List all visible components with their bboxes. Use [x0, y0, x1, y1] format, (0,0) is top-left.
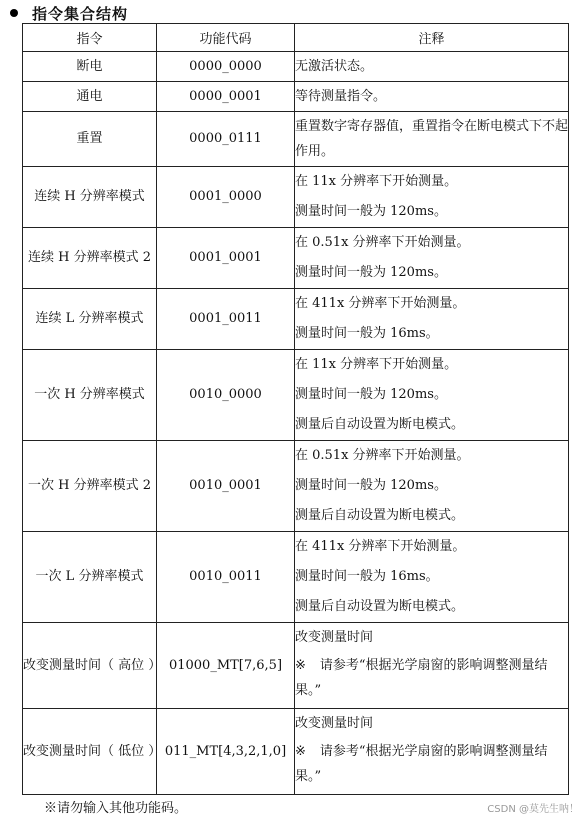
note-line: 测量时间一般为 16ms。 — [295, 326, 439, 341]
function-code: 0001_0000 — [157, 167, 295, 228]
note-title: 改变测量时间 — [295, 630, 374, 645]
instruction-name: 断电 — [23, 52, 157, 82]
function-code: 0000_0111 — [157, 112, 295, 167]
function-code: 0010_0011 — [157, 532, 295, 623]
table-row — [23, 532, 569, 623]
note-line: 在 411x 分辨率下开始测量。 — [295, 296, 466, 311]
table-header-row — [23, 24, 569, 52]
table-row — [23, 167, 569, 228]
note-line: 测量后自动设置为断电模式。 — [295, 599, 465, 614]
note-line: 测量时间一般为 16ms。 — [295, 569, 439, 584]
header-note: 注释 — [295, 24, 569, 52]
note-cell — [295, 112, 569, 167]
table-row — [23, 441, 569, 532]
note-line: 在 0.51x 分辨率下开始测量。 — [295, 235, 470, 250]
table-row — [23, 623, 569, 709]
table-row — [23, 289, 569, 350]
note-cell — [295, 52, 569, 82]
function-code: 0000_0000 — [157, 52, 295, 82]
note-line: 测量时间一般为 120ms。 — [295, 387, 447, 402]
table-row — [23, 52, 569, 82]
function-code: 0010_0000 — [157, 350, 295, 441]
instruction-name: 一次 H 分辨率模式 2 — [23, 441, 157, 532]
note-cell — [295, 289, 569, 350]
note-line: 测量后自动设置为断电模式。 — [295, 508, 465, 523]
note-line: 测量时间一般为 120ms。 — [295, 265, 447, 280]
bullet-icon — [10, 9, 18, 17]
function-code: 0001_0011 — [157, 289, 295, 350]
header-function-code: 功能代码 — [157, 24, 295, 52]
note-cell — [295, 623, 569, 709]
function-code: 0000_0001 — [157, 82, 295, 112]
note-line: 测量后自动设置为断电模式。 — [295, 417, 465, 432]
note-title: 改变测量时间 — [295, 716, 374, 731]
function-code: 01000_MT[7,6,5] — [157, 623, 295, 709]
instruction-name: 改变测量时间（ 低位 ） — [23, 709, 157, 795]
function-code: 011_MT[4,3,2,1,0] — [157, 709, 295, 795]
reference-mark: ※ — [295, 658, 306, 673]
note-cell — [295, 709, 569, 795]
reference-text: 请参考“根据光学扇窗的影响调整测量结果。” — [295, 744, 548, 784]
note-line: 等待测量指令。 — [295, 89, 387, 104]
note-line: 重置数字寄存器值，重置指令在断电模式下不起作用。 — [295, 119, 569, 159]
note-cell — [295, 441, 569, 532]
header-instruction: 指令 — [23, 24, 157, 52]
note-line: 无激活状态。 — [295, 59, 374, 74]
note-line: 在 11x 分辨率下开始测量。 — [295, 357, 458, 372]
note-line: 测量时间一般为 120ms。 — [295, 204, 447, 219]
note-line: 测量时间一般为 120ms。 — [295, 478, 447, 493]
instruction-name: 连续 L 分辨率模式 — [23, 289, 157, 350]
note-cell — [295, 228, 569, 289]
note-cell — [295, 350, 569, 441]
function-code: 0001_0001 — [157, 228, 295, 289]
instruction-table — [22, 23, 569, 795]
note-line: 在 411x 分辨率下开始测量。 — [295, 539, 466, 554]
footnote: ※请勿输入其他功能码。 — [44, 801, 188, 816]
note-cell — [295, 82, 569, 112]
note-line: 在 11x 分辨率下开始测量。 — [295, 174, 458, 189]
instruction-name: 改变测量时间（ 高位 ） — [23, 623, 157, 709]
instruction-name: 一次 H 分辨率模式 — [23, 350, 157, 441]
table-row — [23, 350, 569, 441]
instruction-name: 重置 — [23, 112, 157, 167]
reference-text: 请参考“根据光学扇窗的影响调整测量结果。” — [295, 658, 548, 698]
section-title: 指令集合结构 — [32, 4, 129, 23]
reference-mark: ※ — [295, 744, 306, 759]
note-reference — [295, 739, 568, 789]
note-reference — [295, 653, 568, 703]
instruction-name: 通电 — [23, 82, 157, 112]
table-row — [23, 82, 569, 112]
note-cell — [295, 167, 569, 228]
table-row — [23, 709, 569, 795]
table-row — [23, 112, 569, 167]
section-heading — [10, 2, 128, 24]
watermark: CSDN @莫先生呐！ — [487, 804, 579, 815]
note-cell — [295, 532, 569, 623]
table-row — [23, 228, 569, 289]
note-line: 在 0.51x 分辨率下开始测量。 — [295, 448, 470, 463]
instruction-name: 连续 H 分辨率模式 — [23, 167, 157, 228]
instruction-name: 连续 H 分辨率模式 2 — [23, 228, 157, 289]
function-code: 0010_0001 — [157, 441, 295, 532]
instruction-name: 一次 L 分辨率模式 — [23, 532, 157, 623]
